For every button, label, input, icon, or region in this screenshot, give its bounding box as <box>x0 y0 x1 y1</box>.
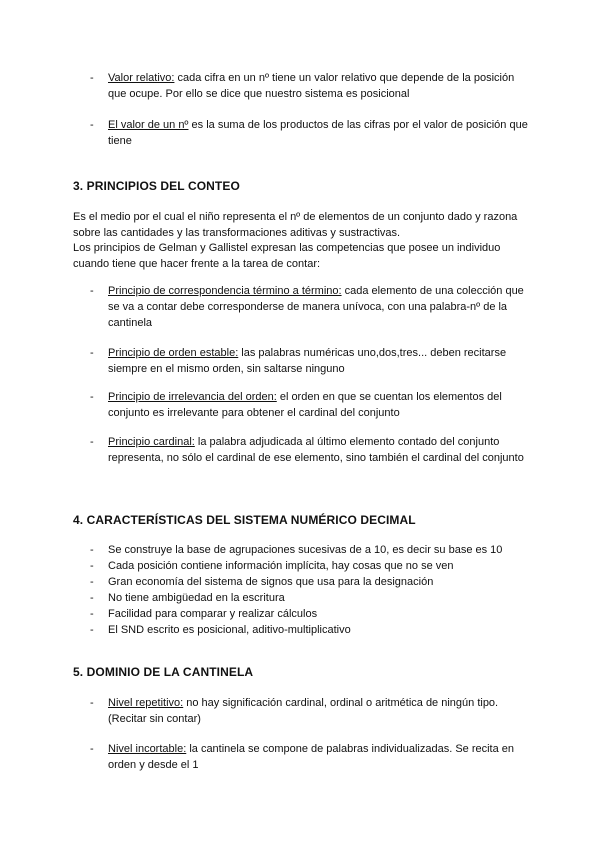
bullet-dash: - <box>90 347 94 359</box>
list-item <box>90 622 530 638</box>
list-item <box>90 574 530 590</box>
item-text: la palabra adjudicada al último elemento contado del conjunto representa, no sólo el cardinal de ese elemento, sino también el cardinal del conjunto <box>108 436 524 464</box>
term: Nivel repetitivo: <box>108 697 184 709</box>
section-3-heading: 3. PRINCIPIOS DEL CONTEO <box>73 179 240 193</box>
term: Valor relativo: <box>108 72 175 84</box>
bullet-dash: - <box>90 391 94 403</box>
bullet-dash: - <box>90 72 94 84</box>
item-text: No tiene ambigüedad en la escritura <box>108 592 285 604</box>
list-item <box>90 590 530 606</box>
section-4-heading: 4. CARACTERÍSTICAS DEL SISTEMA NUMÉRICO DECIMAL <box>73 513 416 527</box>
list-item-correspondencia <box>90 283 530 331</box>
list-item-nivel-incortable <box>90 741 530 773</box>
item-text: Cada posición contiene información implícita, hay cosas que no se ven <box>108 560 454 572</box>
item-text: la cantinela se compone de palabras individualizadas. Se recita en orden y desde el 1 <box>108 743 515 771</box>
item-text: Gran economía del sistema de signos que usa para la designación <box>108 576 434 588</box>
term: Principio de irrelevancia del orden: <box>108 391 277 403</box>
bullet-dash: - <box>90 697 94 709</box>
bullet-dash: - <box>90 119 94 131</box>
term: Principio de orden estable: <box>108 347 239 359</box>
bullet-dash: - <box>90 560 94 572</box>
term: El valor de un nº <box>108 119 189 131</box>
bullet-dash: - <box>90 285 94 297</box>
item-text: es la suma de los productos de las cifras por el valor de posición que tiene <box>108 119 528 147</box>
item-text: El SND escrito es posicional, aditivo-multiplicativo <box>108 624 351 636</box>
bullet-dash: - <box>90 624 94 636</box>
item-text: cada elemento de una colección que se va a contar debe corresponderse de manera unívoca, con una palabra-nº de la cantinela <box>108 285 524 329</box>
section-3-paragraph-1: Es el medio por el cual el niño representa el nº de elementos de un conjunto dado y razona sobre las cantidades y las transformaciones aditivas y sustractivas. <box>73 211 518 239</box>
item-text: no hay significación cardinal, ordinal o aritmética de ningún tipo. (Recitar sin contar) <box>108 697 499 725</box>
section-4-list <box>90 542 530 638</box>
item-text: Facilidad para comparar y realizar cálculos <box>108 608 318 620</box>
section-5-heading: 5. DOMINIO DE LA CANTINELA <box>73 665 254 679</box>
term: Nivel incortable: <box>108 743 187 755</box>
term: Principio cardinal: <box>108 436 195 448</box>
item-text: cada cifra en un nº tiene un valor relativo que depende de la posición que ocupe. Por ello se dice que nuestro sistema es posicional <box>108 72 515 100</box>
item-text: las palabras numéricas uno,dos,tres... deben recitarse siempre en el mismo orden, sin saltarse ninguno <box>108 347 507 375</box>
item-text: Se construye la base de agrupaciones sucesivas de a 10, es decir su base es 10 <box>108 544 503 556</box>
bullet-dash: - <box>90 576 94 588</box>
bullet-dash: - <box>90 436 94 448</box>
term: Principio de correspondencia término a término: <box>108 285 342 297</box>
list-item <box>90 606 530 622</box>
bullet-dash: - <box>90 743 94 755</box>
list-item-orden-estable <box>90 345 530 377</box>
list-item-valor-de-un-numero <box>90 117 530 149</box>
list-item-irrelevancia-orden <box>90 389 530 421</box>
item-text: el orden en que se cuentan los elementos del conjunto es irrelevante para obtener el cardinal del conjunto <box>108 391 502 419</box>
list-item-nivel-repetitivo <box>90 695 530 727</box>
bullet-dash: - <box>90 592 94 604</box>
list-item <box>90 558 530 574</box>
list-item <box>90 542 530 558</box>
list-item-valor-relativo <box>90 70 530 102</box>
bullet-dash: - <box>90 608 94 620</box>
section-3-paragraph-2: Los principios de Gelman y Gallistel expresan las competencias que posee un individuo cuando tiene que hacer frente a la tarea de contar: <box>73 242 501 270</box>
bullet-dash: - <box>90 544 94 556</box>
list-item-cardinal <box>90 434 530 466</box>
